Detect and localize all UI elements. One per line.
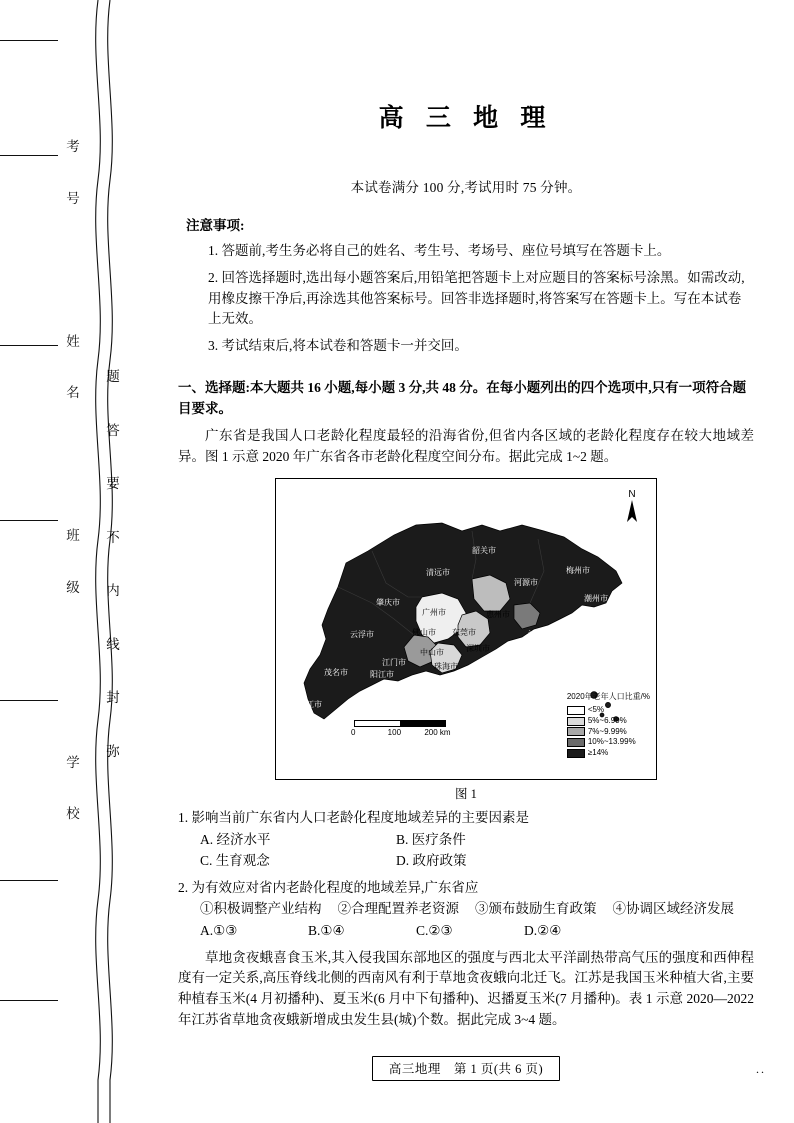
label-ming: 名 [66, 385, 80, 400]
write-rule-7 [0, 1000, 58, 1001]
city-label-shenzhen: 深圳市 [466, 643, 490, 653]
compass-icon [626, 489, 638, 527]
write-rule-2 [0, 155, 58, 156]
seal-ch-ti: 题 [106, 369, 120, 384]
seal-ch-mi: 弥 [106, 743, 120, 759]
legend-swatch-1 [567, 706, 585, 715]
q2-option-d[interactable]: D.②④ [524, 922, 562, 938]
scale-bar-graphic [354, 720, 446, 727]
legend-title: 2020年老年人口比重/% [566, 692, 650, 702]
binding-strip [0, 0, 165, 1123]
legend-label-1: <5% [587, 704, 605, 714]
city-label-zhanjiang: 湛江市 [298, 699, 322, 709]
label-hao: 号 [66, 190, 80, 206]
notice-item-2: 2. 回答选择题时,选出每小题答案后,用铅笔把答题卡上对应题目的答案标号涂黑。如需改动,用橡皮擦干净后,再涂选其他答案标号。回答非选择题时,将答案写在答题卡上。写在本试卷上无效。 [208, 270, 745, 326]
q2-sub-option-3: ③颁布鼓励生育政策 [475, 901, 597, 917]
city-label-huizhou: 惠州市 [486, 609, 510, 619]
write-rule-3 [0, 345, 58, 346]
spacer-2 [56, 438, 90, 452]
seal-ch-da: 答 [106, 422, 120, 438]
legend-swatch-2 [567, 717, 585, 726]
seal-line-column [96, 370, 130, 798]
map-scale-bar [351, 720, 461, 737]
legend-row-2 [567, 716, 650, 727]
city-label-yangjiang: 阳江市 [370, 669, 394, 679]
question-1-options-row-1 [200, 829, 754, 851]
city-label-yunfu: 云浮市 [350, 629, 374, 639]
figure-1-map [275, 478, 657, 780]
question-2-stem: 2. 为有效应对省内老龄化程度的地域差异,广东省应 [178, 879, 479, 895]
footer-dots: .. [756, 1062, 766, 1076]
compass-needle-icon [626, 500, 638, 524]
student-info-column [56, 140, 90, 859]
passage-1: 广东省是我国人口老龄化程度最轻的沿海省份,但省内各区域的老龄化程度存在较大地域差异。图 1 示意 2020 年广东省各市老龄化程度空间分布。据此完成 1~2 题。 [178, 428, 754, 465]
legend-label-4: 10%~13.99% [587, 737, 636, 747]
seal-ch-yao: 要 [106, 476, 120, 491]
city-label-heyuan: 河源市 [514, 577, 538, 587]
question-1-options-row-2 [200, 850, 754, 872]
write-rule-5 [0, 700, 58, 701]
spacer-3 [56, 632, 90, 646]
city-label-foshan: 佛山市 [412, 627, 436, 637]
label-xiao: 校 [66, 806, 80, 821]
question-2-sub-options [200, 898, 754, 920]
section-1-rules: 本大题共 16 小题,每小题 3 分,共 48 分。在每小题列出的四个选项中,只有一项符合题目要求。 [178, 380, 747, 417]
page-footer [178, 1056, 754, 1081]
footer-page-label: 高三地理 第 1 页(共 6 页) [372, 1056, 560, 1081]
city-label-zhongshan: 中山市 [420, 647, 444, 657]
q1-option-a[interactable]: A. 经济水平 [200, 831, 271, 847]
city-label-zhuhai: 珠海市 [434, 661, 458, 671]
scale-bar-ticks [351, 728, 461, 737]
notice-item-3: 3. 考试结束后,将本试卷和答题卡一并交回。 [208, 338, 468, 353]
city-label-zhaoqing: 肇庆市 [376, 597, 400, 607]
q1-option-c[interactable]: C. 生育观念 [200, 853, 270, 869]
compass-label: N [628, 488, 636, 500]
notice-item-1: 1. 答题前,考生务必将自己的姓名、考生号、考场号、座位号填写在答题卡上。 [208, 243, 671, 258]
q2-option-b[interactable]: B.①④ [308, 922, 345, 938]
seal-ch-nei: 内 [106, 583, 120, 598]
city-label-qingyuan: 清远市 [426, 567, 450, 577]
city-label-chaozhou: 潮州市 [584, 593, 608, 603]
seal-ch-xian: 线 [106, 636, 120, 652]
question-1-stem: 1. 影响当前广东省内人口老龄化程度地域差异的主要因素是 [178, 809, 529, 825]
label-ji: 级 [66, 579, 80, 595]
legend-label-5: ≥14% [587, 748, 609, 758]
legend-swatch-4 [567, 738, 585, 747]
passage-2: 草地贪夜蛾喜食玉米,其入侵我国东部地区的强度与西北太平洋副热带高气压的强度和西伸程度有一定关系,高压脊线北侧的西南风有利于草地贪夜蛾向北迁飞。江苏是我国玉米种植大省,主要种植春玉米(4 月初播种)、夏玉米(6 月中下旬播种)、迟播夏玉米(7 月播种)。表 1 示意 2020—2022 年江苏省草地贪夜蛾新增成虫发生县(城)个数。据此完成 3~4 题。 [178, 949, 754, 1028]
seal-ch-feng: 封 [106, 690, 120, 705]
section-1-prefix: 一、选择题: [178, 380, 250, 396]
legend-swatch-3 [567, 727, 585, 736]
q1-option-b[interactable]: B. 医疗条件 [396, 831, 466, 847]
scale-tick-0: 0 [351, 727, 356, 737]
seal-ch-bu: 不 [106, 529, 120, 545]
write-rule-4 [0, 520, 58, 521]
legend-label-2: 5%~6.99% [587, 715, 627, 725]
legend-label-3: 7%~9.99% [587, 726, 627, 736]
city-label-meizhou: 梅州市 [566, 565, 590, 575]
city-label-dongguan: 东莞市 [452, 627, 476, 637]
scale-tick-200: 200 km [424, 727, 451, 737]
figure-1-wrap [178, 478, 754, 802]
q2-sub-option-2: ②合理配置养老资源 [337, 901, 459, 917]
page-title: 高 三 地 理 [378, 105, 554, 132]
spacer-1 [56, 243, 90, 257]
main-content [178, 0, 754, 1123]
q2-sub-option-4: ④协调区域经济发展 [612, 901, 734, 917]
legend-row-4 [567, 737, 650, 748]
q2-option-c[interactable]: C.②③ [416, 922, 453, 938]
legend-swatch-5 [567, 749, 585, 758]
city-label-shanwei: 汕尾市 [528, 629, 552, 639]
question-2-options [200, 920, 754, 942]
map-legend [567, 692, 650, 759]
write-rule-1 [0, 40, 58, 41]
city-label-shantou: 汕头市 [606, 605, 630, 615]
city-label-maoming: 茂名市 [324, 667, 348, 677]
q1-option-d[interactable]: D. 政府政策 [396, 853, 467, 869]
q2-option-a[interactable]: A.①③ [200, 922, 238, 938]
label-xing: 姓 [66, 333, 80, 349]
city-label-jiangmen: 江门市 [382, 657, 406, 667]
scale-tick-100: 100 [387, 727, 402, 737]
label-kao: 考 [66, 139, 80, 154]
label-xue: 学 [66, 754, 80, 770]
city-label-shaoguan: 韶关市 [472, 545, 496, 555]
notice-title: 注意事项: [186, 218, 245, 233]
legend-row-1 [567, 705, 650, 716]
exam-subtitle: 本试卷满分 100 分,考试用时 75 分钟。 [350, 180, 582, 195]
label-ban: 班 [66, 528, 80, 543]
city-label-guangzhou: 广州市 [422, 607, 446, 617]
city-label-jieyang: 揭阳市 [572, 613, 596, 623]
legend-row-3 [567, 727, 650, 738]
legend-row-5 [567, 748, 650, 759]
q2-sub-option-1: ①积极调整产业结构 [200, 901, 322, 917]
figure-1-caption: 图 1 [455, 786, 477, 801]
write-rule-6 [0, 880, 58, 881]
section-1-heading [178, 378, 754, 420]
